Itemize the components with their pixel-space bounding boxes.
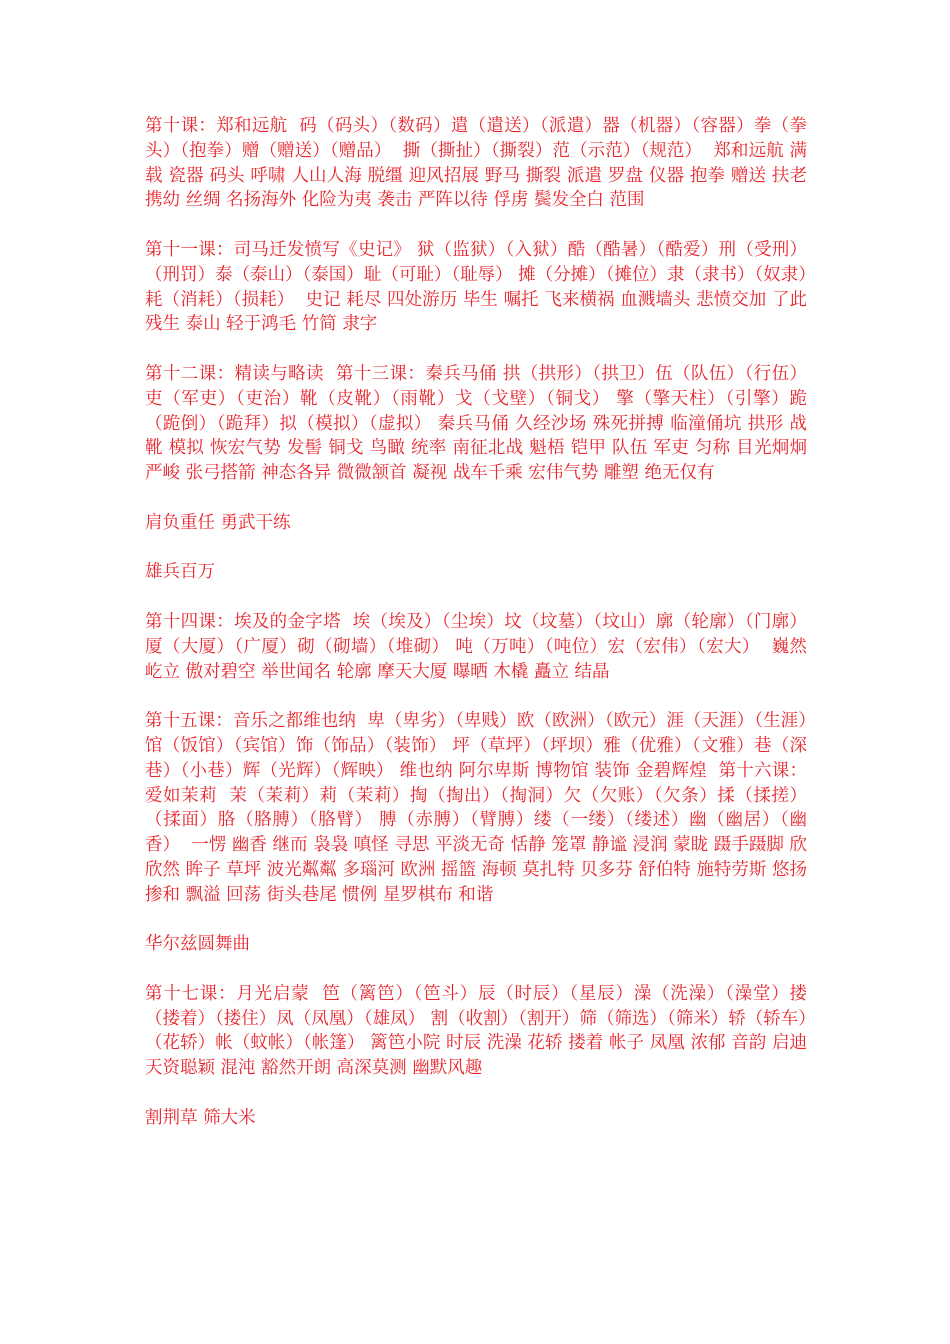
- lesson-14-paragraph: 第十四课：埃及的金字塔 埃（埃及）（尘埃）坟（坟墓）（坟山）廓（轮廓）（门廓）厦（大厦）（广厦）砌（砌墙）（堆砌） 吨（万吨）（吨位）宏（宏伟）（宏大） 巍然屹立 傲对碧空 举世闻名 轮廓 摩天大厦 曝晒 木橇 矗立 结晶: [145, 611, 807, 682]
- document-page: [145, 114, 813, 1155]
- lesson-11-paragraph: 第十一课：司马迁发愤写《史记》 狱（监狱）（入狱）酷（酷暑）（酷爱）刑（受刑）（刑罚）泰（泰山）（泰国）耻（可耻）（耻辱） 摊（分摊）（摊位）隶（隶书）（奴隶）耗（消耗）（损耗） 史记 耗尽 四处游历 毕生 嘱托 飞来横祸 血溅墙头 悲愤交加 了此残生 泰山 轻于鸿毛 竹简 隶字: [145, 239, 807, 335]
- lesson-12-13-paragraph: 第十二课：精读与略读 第十三课：秦兵马俑 拱（拱形）（拱卫）伍（队伍）（行伍）吏（军吏）（吏治）靴（皮靴）（雨靴）戈（戈壁）（铜戈） 擎（擎天柱）（引擎）跪（跪倒）（跪拜）拟（模拟）（虚拟） 秦兵马俑 久经沙场 殊死拼搏 临潼俑坑 拱形 战靴 模拟 恢宏气势 发髻 铜戈 鸟瞰 统率 南征北战 魁梧 铠甲 队伍 军吏 匀称 目光炯炯 严峻 张弓搭箭 神态各异 微微颔首 凝视 战车千乘 宏伟气势 雕塑 绝无仅有: [145, 363, 813, 484]
- extra-words-paragraph: 华尔兹圆舞曲: [145, 934, 250, 955]
- extra-words-paragraph: 割荆草 筛大米: [145, 1107, 256, 1128]
- lesson-10-paragraph: 第十课：郑和远航 码（码头）（数码）遣（遣送）（派遣）器（机器）（容器）拳（拳头）（抱拳）赠（赠送）（赠品） 撕（撕扯）（撕裂）范（示范）（规范） 郑和远航 满载 瓷器 码头 呼啸 人山人海 脱缰 迎风招展 野马 撕裂 派遣 罗盘 仪器 抱拳 赠送 扶老携幼 丝绸 名扬海外 化险为夷 袭击 严阵以待 俘虏 鬓发全白 范围: [145, 116, 807, 211]
- extra-words-paragraph: 肩负重任 勇武干练: [145, 512, 291, 533]
- lesson-15-16-paragraph: 第十五课：音乐之都维也纳 卑（卑劣）（卑贱）欧（欧洲）（欧元）涯（天涯）（生涯）馆（饭馆）（宾馆）饰（饰品）（装饰） 坪（草坪）（坪坝）雅（优雅）（文雅）巷（深巷）（小巷）辉（光辉）（辉映） 维也纳 阿尔卑斯 博物馆 装饰 金碧辉煌 第十六课：爱如茉莉 茉（茉莉）莉（茉莉）掏（掏出）（掏洞）欠（欠账）（欠条）揉（揉搓）（揉面）胳（胳膊）（胳臂） 膊（赤膊）（臂膊）缕（一缕）（缕述）幽（幽居）（幽香） 一愣 幽香 继而 袅袅 嗔怪 寻思 平淡无奇 恬静 笼罩 静谧 浸润 蒙眬 蹑手蹑脚 欣欣然 眸子 草坪 波光粼粼 多瑙河 欧洲 摇篮 海顿 莫扎特 贝多芬 舒伯特 施特劳斯 悠扬 掺和 飘溢 回荡 街头巷尾 惯例 星罗棋布 和谐: [145, 711, 813, 905]
- lesson-17-paragraph: 第十七课：月光启蒙 笆（篱笆）（笆斗）辰（时辰）（星辰）澡（洗澡）（澡堂）搂（搂着）（搂住）凤（凤凰）（雄凤） 割（收割）（割开）筛（筛选）（筛米）轿（轿车）（花轿）帐（蚊帐）（帐篷） 篱笆小院 时辰 洗澡 花轿 搂着 帐子 凤凰 浓郁 音韵 启迪 天资聪颖 混沌 豁然开朗 高深莫测 幽默风趣: [145, 983, 813, 1079]
- extra-words-paragraph: 雄兵百万: [145, 562, 215, 583]
